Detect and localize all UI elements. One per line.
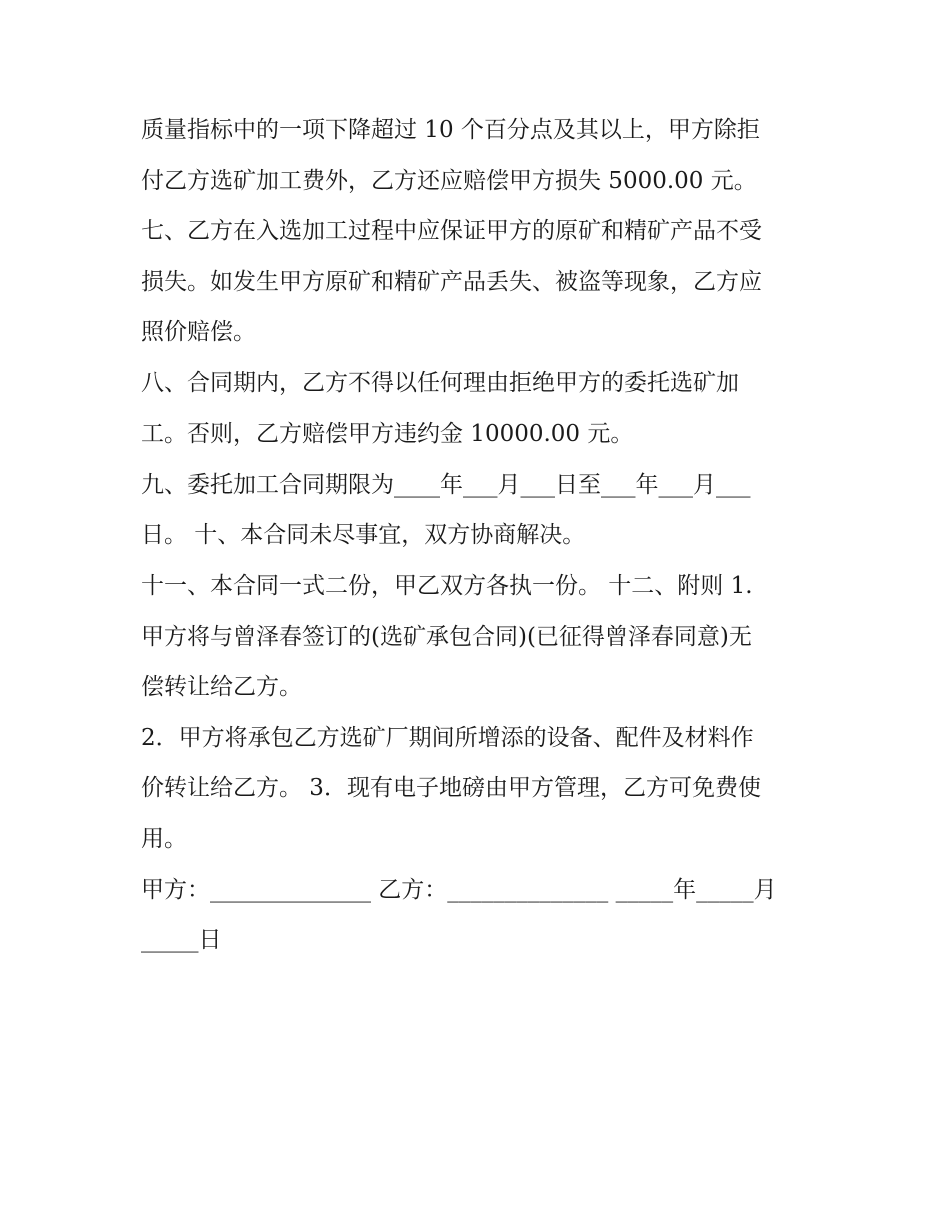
text-line: 损失。如发生甲方原矿和精矿产品丢失、被盗等现象，乙方应 [141,269,762,295]
text-line: 偿转让给乙方。 [141,674,302,700]
text-line: 甲方将与曾泽春签订的(选矿承包合同)(已征得曾泽春同意)无 [141,624,752,650]
text-line: 工。否则，乙方赔偿甲方违约金 10000.00 元。 [141,421,634,447]
text-line: 照价赔偿。 [141,319,256,345]
signature-line: 甲方：______________ 乙方：______________ _____年_____月 [141,877,777,903]
text-line: 2．甲方将承包乙方选矿厂期间所增添的设备、配件及材料作 [141,725,754,751]
text-line: 十一、本合同一式二份，甲乙双方各执一份。 十二、附则 1. [141,573,753,599]
text-line: 七、乙方在入选加工过程中应保证甲方的原矿和精矿产品不受 [141,218,762,244]
text-line: 八、合同期内，乙方不得以任何理由拒绝甲方的委托选矿加 [141,370,739,396]
text-line: 九、委托加工合同期限为____年___月___日至___年___月___ [141,472,751,498]
date-line: _____日 [141,927,222,953]
text-line: 日。 十、本合同未尽事宜，双方协商解决。 [141,522,586,548]
text-line: 价转让给乙方。 3．现有电子地磅由甲方管理，乙方可免费使 [141,775,761,801]
text-line: 质量指标中的一项下降超过 10 个百分点及其以上，甲方除拒 [141,117,760,143]
text-line: 付乙方选矿加工费外，乙方还应赔偿甲方损失 5000.00 元。 [141,168,757,194]
text-line: 用。 [141,826,187,852]
